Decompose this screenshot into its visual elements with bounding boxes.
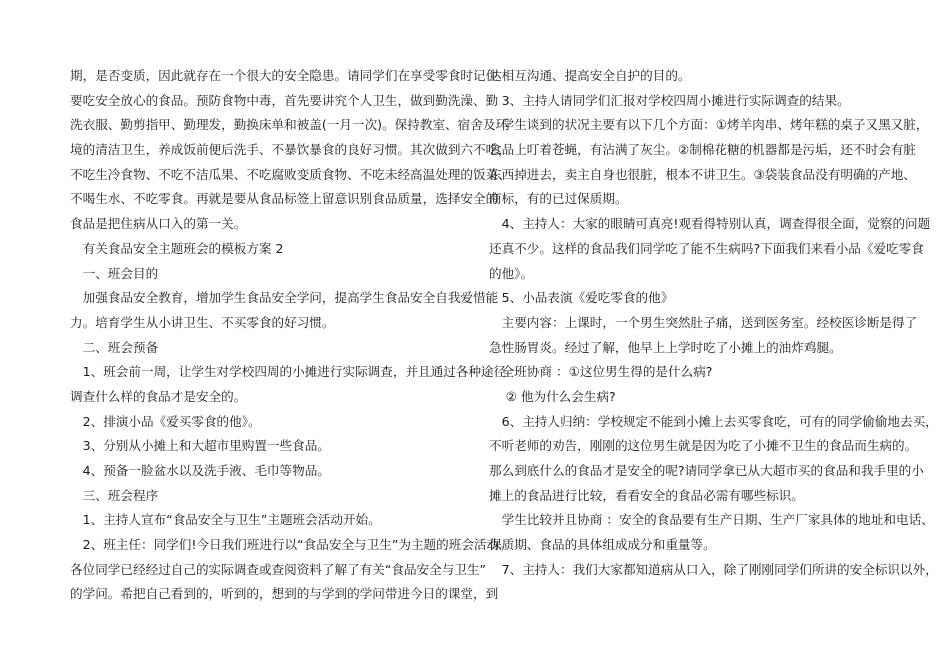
text-line: 调查什么样的食品才是安全的。 xyxy=(70,388,247,404)
text-line: 4、主持人：大家的眼睛可真亮!观看得特别认真，调查得很全面，觉察的问题 xyxy=(489,216,931,232)
text-line: 学生比较并且协商 ：安全的食品要有生产日期、生产厂家具体的地址和电话、 xyxy=(489,512,934,528)
text-line: 4、预备一脸盆水以及洗手液、毛巾等物品。 xyxy=(70,463,330,478)
text-line: 食品是把住病从口入的第一关。 xyxy=(70,216,247,232)
text-line: 2、排演小品《爱买零食的他》。 xyxy=(70,413,261,429)
text-line: 加强食品安全教育，增加学生食品安全学问，提高学生食品安全自我爱惜能 xyxy=(70,290,499,306)
text-line: 1、主持人宣布“食品安全与卫生”主题班会活动开始。 xyxy=(70,512,381,528)
text-line: 主要内容：上课时，一个男生突然肚子痛，送到医务室。经校医诊断是得了 xyxy=(489,314,918,330)
text-line: 不吃生冷食物、不吃不洁瓜果、不吃腐败变质食物、不吃未经高温处理的饭菜、 xyxy=(70,166,511,182)
text-line: 东西掉进去，卖主自身也很脏，根本不讲卫生。③袋装食品没有明确的产地、 xyxy=(489,166,916,182)
text-line: 有关食品安全主题班会的模板方案 2 xyxy=(70,240,284,256)
text-line: 急性肠胃炎。经过了解，他早上上学时吃了小摊上的油炸鸡腿。 xyxy=(489,339,842,355)
text-line: 5、小品表演《爱吃零食的他》 xyxy=(489,290,674,306)
right-text-column xyxy=(489,64,938,582)
text-line: 2、班主任：同学们!今日我们班进行以“食品安全与卫生”为主题的班会活动。 xyxy=(70,537,512,553)
text-line: 商标，有的已过保质期。 xyxy=(489,191,628,207)
text-line: 6、主持人归纳：学校规定不能到小摊上去买零食吃，可有的同学偷偷地去买， xyxy=(489,413,938,429)
text-line: 的他》。 xyxy=(489,265,534,281)
text-line: 1、班会前一周，让学生对学校四周的小摊进行实际调查，并且通过各种途径 xyxy=(70,364,507,380)
text-line: 期，是否变质，因此就存在一个很大的安全隐患。请同学们在享受零食时记住 xyxy=(70,68,499,83)
text-line: 二、班会预备 xyxy=(70,339,159,355)
text-line: 3、分别从小摊上和大超市里购置一些食品。 xyxy=(70,438,330,454)
text-line: 保质期、食品的具体组成成分和重量等。 xyxy=(489,537,716,553)
text-line: 各位同学已经经过自己的实际调查或查阅资料了解了有关“食品安全与卫生” xyxy=(70,561,487,577)
text-line: 不听老师的劝告，刚刚的这位男生就是因为吃了小摊不卫生的食品而生病的。 xyxy=(489,438,918,454)
text-line: 学生谈到的状况主要有以下几个方面：①烤羊肉串、烤年糕的桌子又黑又脏， xyxy=(489,117,929,133)
text-line: 食品上叮着苍蝇，有沾满了灰尘。②制棉花糖的机器都是污垢，还不时会有脏 xyxy=(489,142,916,158)
text-line: 要吃安全放心的食品。预防食物中毒，首先要讲究个人卫生，做到勤洗澡、勤 xyxy=(70,92,499,108)
text-line: 三、班会程序 xyxy=(70,487,159,503)
text-line: 3、主持人请同学们汇报对学校四周小摊进行实际调查的结果。 xyxy=(489,92,850,108)
text-line: ② 他为什么会生病? xyxy=(489,388,616,404)
text-line: 全班协商 ：①这位男生得的是什么病? xyxy=(489,364,713,380)
text-line: 那么到底什么的食品才是安全的呢?请同学拿已从大超市买的食品和我手里的小 xyxy=(489,463,924,478)
text-line: 不喝生水、不吃零食。再就是要从食品标签上留意识别食品质量，选择安全的 xyxy=(70,191,499,207)
text-line: 7、主持人：我们大家都知道病从口入，除了刚刚同学们所讲的安全标识以外， xyxy=(489,561,938,577)
text-line: 还真不少。这样的食品我们同学吃了能不生病吗?下面我们来看小品《爱吃零食 xyxy=(489,240,924,256)
text-line: 摊上的食品进行比较，看看安全的食品必需有哪些标识。 xyxy=(489,487,804,503)
text-line: 境的清洁卫生，养成饭前便后洗手、不暴饮暴食的良好习惯。其次做到六不吃， xyxy=(70,142,511,158)
text-line: 的学问。希把自己看到的，听到的，想到的与学到的学问带进今日的课堂，到 xyxy=(70,586,499,602)
text-line: 力。培育学生从小讲卫生、不买零食的好习惯。 xyxy=(70,314,335,330)
text-line: 一、班会目的 xyxy=(70,265,159,281)
left-text-column xyxy=(70,64,512,607)
text-line: 达相互沟通、提高安全自护的目的。 xyxy=(489,68,691,83)
text-line: 洗衣服、勤剪指甲、勤理发，勤换床单和被盖(一月一次)。保持教室、宿舍及环 xyxy=(70,117,509,133)
